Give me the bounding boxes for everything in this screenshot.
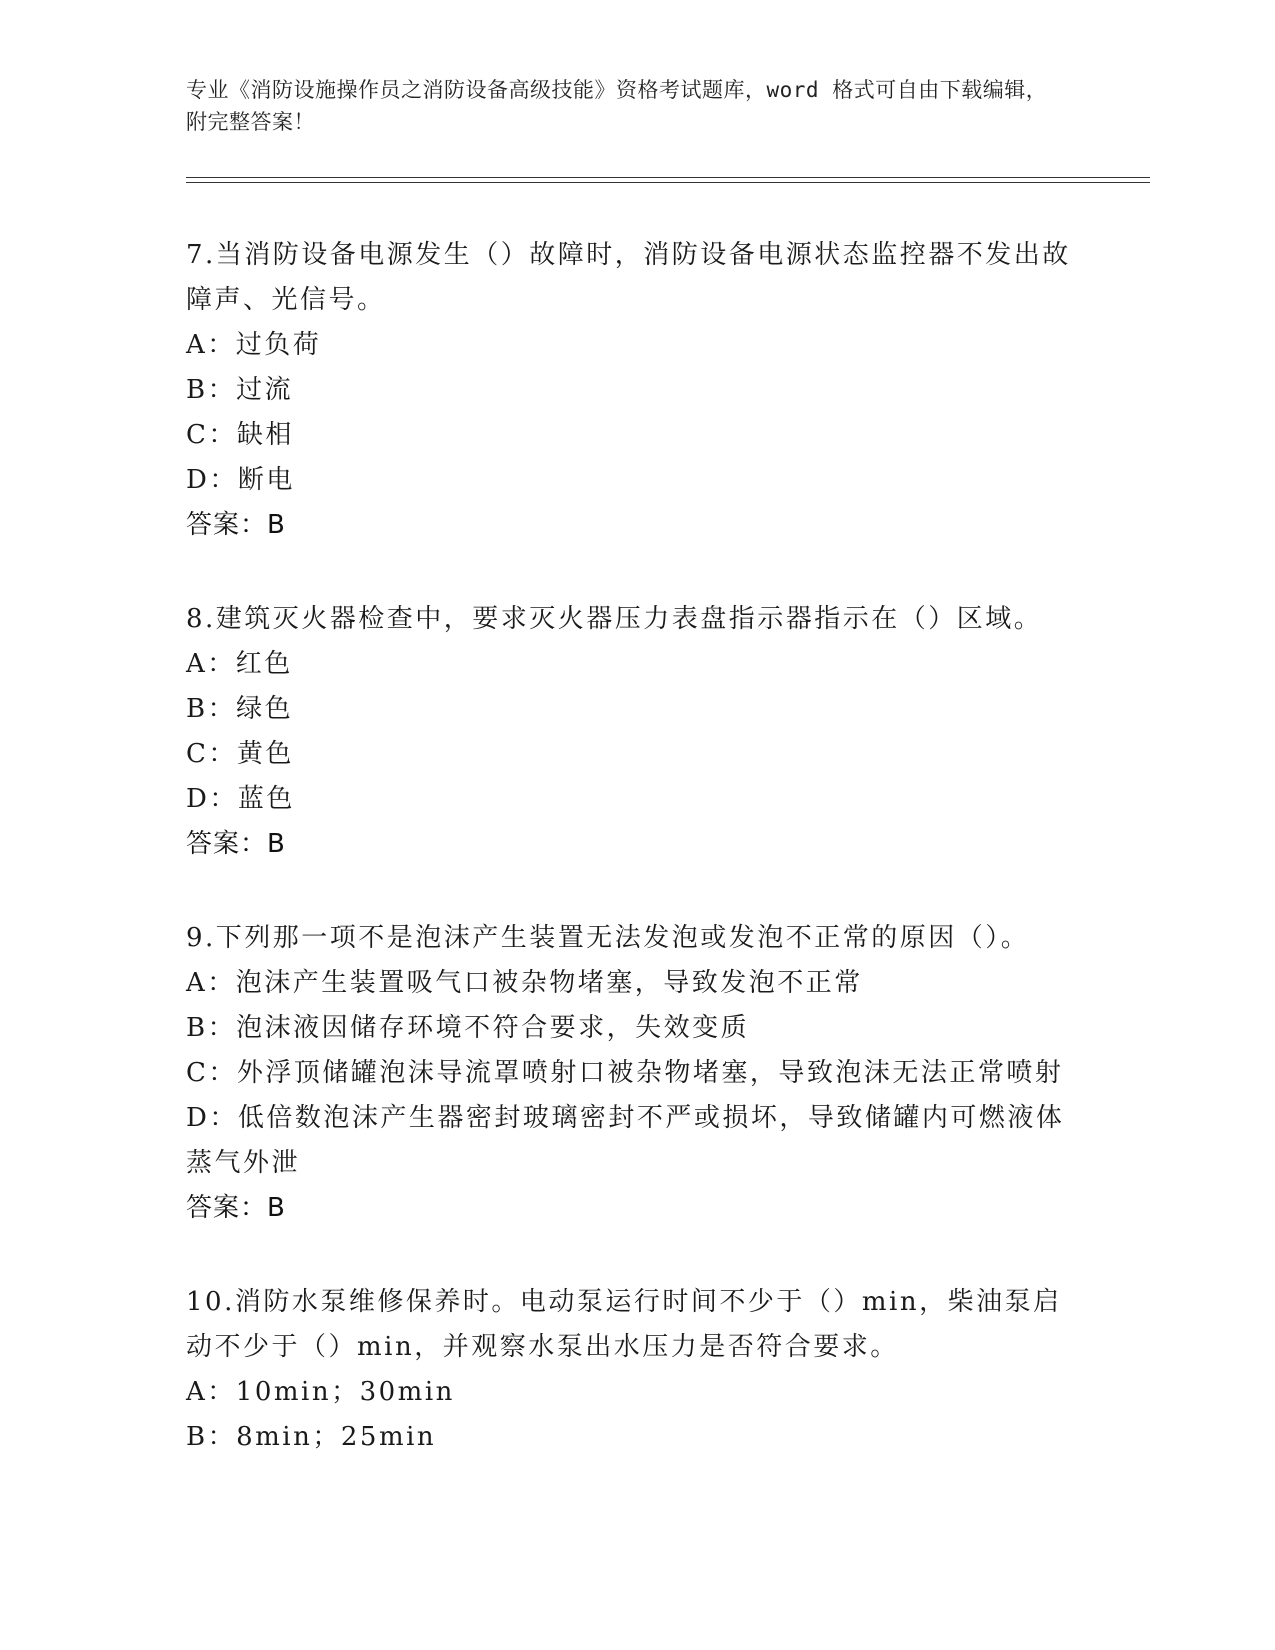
document-page [186,0,1071,1650]
option-a: A：过负荷 [186,330,322,360]
option-b: B：过流 [186,375,294,405]
question-10 [186,1280,1086,1460]
option-a: A：泡沫产生装置吸气口被杂物堵塞，导致发泡不正常 [186,968,863,998]
question-stem: 10.消防水泵维修保养时。电动泵运行时间不少于（）min，柴油泵启动不少于（）min，并观察水泵出水压力是否符合要求。 [186,1287,1062,1362]
question-7 [186,233,1086,548]
option-d: D：蓝色 [186,784,295,814]
question-8 [186,597,1086,867]
option-a: A：红色 [186,649,293,679]
option-c: C：黄色 [186,739,294,769]
option-d: D：断电 [186,465,295,495]
option-a: A：10min；30min [186,1377,455,1407]
option-d: D：低倍数泡沫产生器密封玻璃密封不严或损坏，导致储罐内可燃液体蒸气外泄 [186,1103,1065,1178]
option-b: B：8min；25min [186,1422,437,1452]
answer: 答案：B [186,1193,286,1223]
header-divider-bottom [186,182,1150,183]
answer: 答案：B [186,510,286,540]
option-c: C：缺相 [186,420,294,450]
question-stem: 7.当消防设备电源发生（）故障时，消防设备电源状态监控器不发出故障声、光信号。 [186,240,1071,315]
question-stem: 8.建筑灭火器检查中，要求灭火器压力表盘指示器指示在（）区域。 [186,604,1043,634]
option-c: C：外浮顶储罐泡沫导流罩喷射口被杂物堵塞，导致泡沫无法正常喷射 [186,1058,1064,1088]
option-b: B：泡沫液因储存环境不符合要求，失效变质 [186,1013,750,1043]
option-b: B：绿色 [186,694,294,724]
question-9 [186,916,1086,1231]
document-header: 专业《消防设施操作员之消防设备高级技能》资格考试题库，word 格式可自由下载编辑，附完整答案！ [186,78,1048,134]
question-stem: 9.下列那一项不是泡沫产生装置无法发泡或发泡不正常的原因（）。 [186,923,1030,953]
header-divider-top [186,177,1150,178]
answer: 答案：B [186,829,286,859]
